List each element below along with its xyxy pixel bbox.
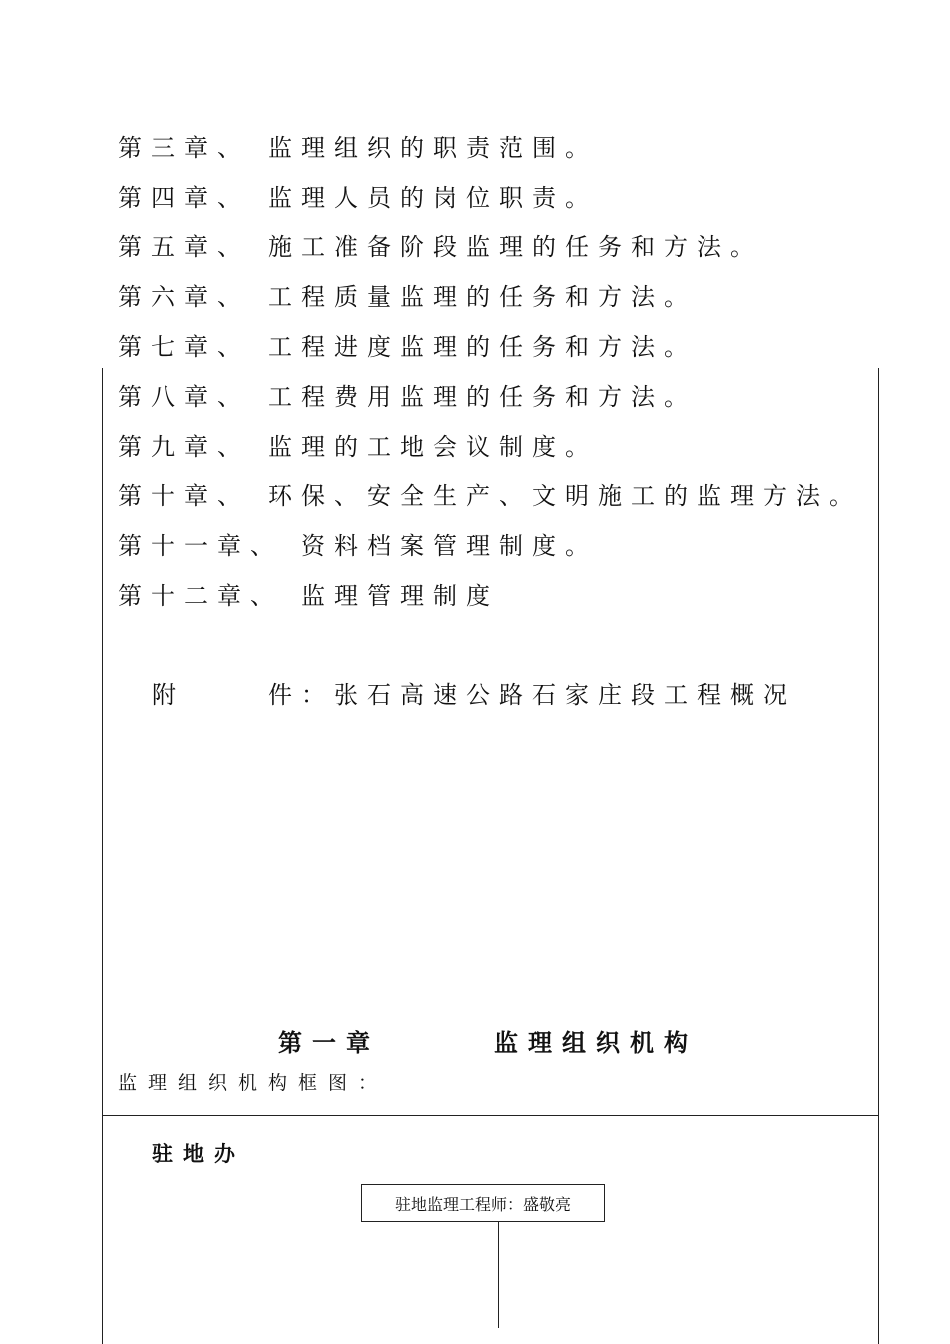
toc-chapter-number: 第六章、: [118, 283, 250, 311]
table-divider: [102, 1115, 879, 1116]
toc-line-4: [118, 183, 598, 213]
org-chart-caption: 监理组织机构框图：: [118, 1072, 389, 1094]
toc-chapter-title: 环保、安全生产、文明施工的监理方法。: [268, 482, 862, 510]
toc-chapter-title: 工程质量监理的任务和方法。: [268, 283, 697, 311]
toc-line-9: [118, 432, 598, 462]
toc-chapter-title: 工程费用监理的任务和方法。: [268, 383, 697, 411]
toc-chapter-number: 第十二章、: [118, 582, 283, 610]
toc-line-3: [118, 133, 598, 163]
toc-chapter-title: 资料档案管理制度。: [301, 532, 598, 560]
toc-line-8: [118, 382, 697, 412]
toc-chapter-number: 第十一章、: [118, 532, 283, 560]
toc-chapter-number: 第三章、: [118, 134, 250, 162]
office-label: 驻地办: [152, 1141, 245, 1166]
toc-line-11: [118, 531, 598, 561]
toc-line-10: [118, 481, 862, 511]
toc-chapter-number: 第八章、: [118, 383, 250, 411]
toc-chapter-number: 第十章、: [118, 482, 250, 510]
toc-line-7: [118, 332, 697, 362]
toc-chapter-title: 监理管理制度: [301, 582, 499, 610]
appendix-line: [152, 680, 796, 710]
chapter-title: 监理组织机构: [494, 1028, 698, 1057]
toc-chapter-number: 第九章、: [118, 433, 250, 461]
toc-chapter-title: 监理的工地会议制度。: [268, 433, 598, 461]
appendix-text: 张石高速公路石家庄段工程概况: [334, 681, 796, 709]
appendix-label-a: 附: [152, 681, 185, 709]
toc-chapter-number: 第七章、: [118, 333, 250, 361]
toc-chapter-number: 第五章、: [118, 233, 250, 261]
toc-chapter-title: 工程进度监理的任务和方法。: [268, 333, 697, 361]
table-left-border: [102, 368, 103, 1344]
toc-chapter-number: 第四章、: [118, 184, 250, 212]
org-chart-connector: [498, 1222, 499, 1328]
toc-line-5: [118, 232, 763, 262]
toc-chapter-title: 施工准备阶段监理的任务和方法。: [268, 233, 763, 261]
appendix-label-b: 件：: [268, 681, 334, 709]
toc-chapter-title: 监理组织的职责范围。: [268, 134, 598, 162]
chapter-number: 第一章: [278, 1028, 380, 1057]
toc-chapter-title: 监理人员的岗位职责。: [268, 184, 598, 212]
toc-line-6: [118, 282, 697, 312]
table-right-border: [878, 368, 879, 1344]
toc-line-12: [118, 581, 499, 611]
org-chart-box-resident-engineer: 驻地监理工程师：盛敬亮: [361, 1184, 605, 1222]
